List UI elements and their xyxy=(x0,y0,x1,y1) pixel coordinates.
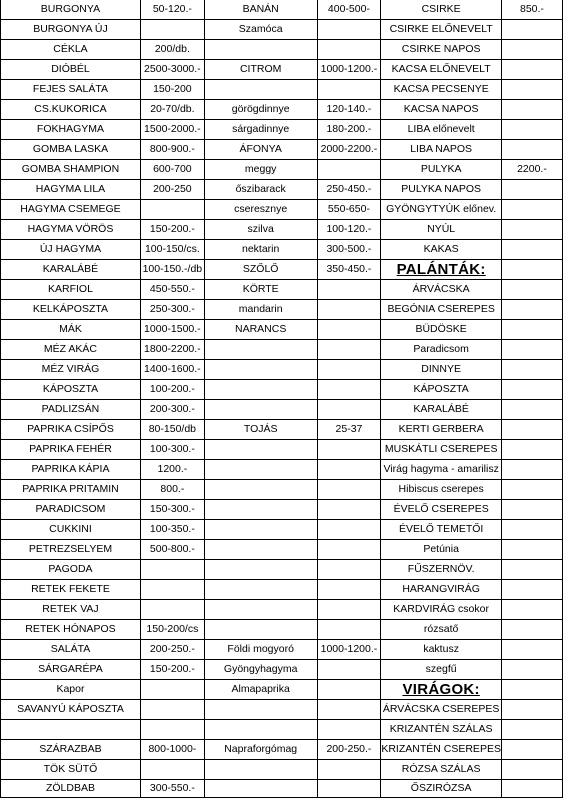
category-item-cell: Hibiscus cserepes xyxy=(381,480,502,500)
item-name-cell: BANÁN xyxy=(204,0,317,20)
category-price-cell xyxy=(501,520,562,540)
product-name-cell: MÉZ AKÁC xyxy=(1,340,141,360)
category-price-cell xyxy=(501,480,562,500)
category-price-cell xyxy=(501,540,562,560)
product-name-cell: ZÖLDBAB xyxy=(1,780,141,798)
category-price-cell xyxy=(501,620,562,640)
category-price-cell xyxy=(501,660,562,680)
category-price-cell xyxy=(501,260,562,280)
product-name-cell: FEJES SALÁTA xyxy=(1,80,141,100)
category-item-cell: kaktusz xyxy=(381,640,502,660)
item-name-cell: Gyöngyhagyma xyxy=(204,660,317,680)
section-heading: PALÁNTÁK: xyxy=(381,260,502,280)
product-price-cell: 250-300.- xyxy=(140,300,204,320)
item-name-cell xyxy=(204,400,317,420)
table-row xyxy=(1,720,563,740)
product-name-cell: CS.KUKORICA xyxy=(1,100,141,120)
item-price-cell: 100-120.- xyxy=(317,220,381,240)
category-price-cell: 2200.- xyxy=(501,160,562,180)
product-name-cell: FOKHAGYMA xyxy=(1,120,141,140)
product-price-cell: 150-200 xyxy=(140,80,204,100)
item-name-cell: Almapaprika xyxy=(204,680,317,700)
product-name-cell: KÁPOSZTA xyxy=(1,380,141,400)
table-row xyxy=(1,560,563,580)
item-price-cell xyxy=(317,400,381,420)
category-item-cell: KACSA NAPOS xyxy=(381,100,502,120)
product-name-cell: PARADICSOM xyxy=(1,500,141,520)
item-price-cell xyxy=(317,500,381,520)
item-price-cell xyxy=(317,780,381,798)
item-name-cell: NARANCS xyxy=(204,320,317,340)
category-price-cell xyxy=(501,740,562,760)
product-price-cell xyxy=(140,680,204,700)
item-price-cell: 1000-1200.- xyxy=(317,640,381,660)
item-price-cell xyxy=(317,620,381,640)
table-row xyxy=(1,400,563,420)
product-name-cell: Kapor xyxy=(1,680,141,700)
item-price-cell xyxy=(317,40,381,60)
item-price-cell: 300-500.- xyxy=(317,240,381,260)
product-name-cell: SÁRGARÉPA xyxy=(1,660,141,680)
category-item-cell: KERTI GERBERA xyxy=(381,420,502,440)
product-price-cell xyxy=(140,20,204,40)
category-price-cell xyxy=(501,400,562,420)
category-price-cell xyxy=(501,460,562,480)
item-name-cell xyxy=(204,520,317,540)
item-price-cell xyxy=(317,520,381,540)
item-name-cell xyxy=(204,620,317,640)
item-name-cell xyxy=(204,380,317,400)
item-name-cell: Földi mogyoró xyxy=(204,640,317,660)
item-name-cell xyxy=(204,600,317,620)
item-price-cell: 200-250.- xyxy=(317,740,381,760)
product-price-cell: 200-250.- xyxy=(140,640,204,660)
item-price-cell: 250-450.- xyxy=(317,180,381,200)
item-name-cell xyxy=(204,540,317,560)
category-price-cell xyxy=(501,560,562,580)
category-item-cell: Paradicsom xyxy=(381,340,502,360)
category-item-cell: ŐSZIRÓZSA xyxy=(381,780,502,798)
item-name-cell: Napraforgómag xyxy=(204,740,317,760)
table-row xyxy=(1,460,563,480)
category-price-cell xyxy=(501,420,562,440)
table-row xyxy=(1,60,563,80)
table-row xyxy=(1,640,563,660)
table-row xyxy=(1,120,563,140)
product-price-cell: 150-200/cs xyxy=(140,620,204,640)
item-name-cell: sárgadinnye xyxy=(204,120,317,140)
item-price-cell xyxy=(317,600,381,620)
table-row xyxy=(1,580,563,600)
table-row xyxy=(1,220,563,240)
item-name-cell xyxy=(204,720,317,740)
category-price-cell xyxy=(501,580,562,600)
table-row xyxy=(1,480,563,500)
category-price-cell xyxy=(501,720,562,740)
item-name-cell xyxy=(204,480,317,500)
category-item-cell: Petúnia xyxy=(381,540,502,560)
product-price-cell xyxy=(140,200,204,220)
product-price-cell: 50-120.- xyxy=(140,0,204,20)
item-name-cell: CITROM xyxy=(204,60,317,80)
table-row xyxy=(1,100,563,120)
table-row xyxy=(1,620,563,640)
category-item-cell: CSIRKE ELŐNEVELT xyxy=(381,20,502,40)
table-row xyxy=(1,740,563,760)
table-row xyxy=(1,200,563,220)
section-heading: VIRÁGOK: xyxy=(381,680,502,700)
item-name-cell: mandarin xyxy=(204,300,317,320)
product-price-cell: 80-150/db xyxy=(140,420,204,440)
item-name-cell: TOJÁS xyxy=(204,420,317,440)
item-name-cell: KÖRTE xyxy=(204,280,317,300)
table-row xyxy=(1,320,563,340)
category-item-cell: PULYKA NAPOS xyxy=(381,180,502,200)
item-name-cell xyxy=(204,340,317,360)
product-price-cell: 800.- xyxy=(140,480,204,500)
product-price-cell: 1800-2200.- xyxy=(140,340,204,360)
product-price-cell xyxy=(140,700,204,720)
category-price-cell: 850.- xyxy=(501,0,562,20)
category-item-cell: rózsatő xyxy=(381,620,502,640)
item-price-cell xyxy=(317,80,381,100)
category-price-cell xyxy=(501,200,562,220)
product-price-cell xyxy=(140,600,204,620)
category-price-cell xyxy=(501,220,562,240)
table-row xyxy=(1,240,563,260)
category-price-cell xyxy=(501,320,562,340)
product-name-cell: HAGYMA VÖRÖS xyxy=(1,220,141,240)
product-name-cell: HAGYMA LILA xyxy=(1,180,141,200)
product-name-cell: PADLIZSÁN xyxy=(1,400,141,420)
category-price-cell xyxy=(501,340,562,360)
product-price-cell xyxy=(140,560,204,580)
table-row xyxy=(1,280,563,300)
item-price-cell xyxy=(317,720,381,740)
product-price-cell: 200/db. xyxy=(140,40,204,60)
item-name-cell xyxy=(204,500,317,520)
category-price-cell xyxy=(501,700,562,720)
product-price-cell: 450-550.- xyxy=(140,280,204,300)
product-price-cell: 150-300.- xyxy=(140,500,204,520)
item-price-cell xyxy=(317,480,381,500)
table-row xyxy=(1,140,563,160)
category-price-cell xyxy=(501,120,562,140)
product-price-cell: 100-200.- xyxy=(140,380,204,400)
category-item-cell: KACSA PECSENYE xyxy=(381,80,502,100)
item-name-cell xyxy=(204,780,317,798)
product-name-cell: PAPRIKA KÁPIA xyxy=(1,460,141,480)
product-name-cell: KELKÁPOSZTA xyxy=(1,300,141,320)
table-row xyxy=(1,420,563,440)
category-item-cell: szegfű xyxy=(381,660,502,680)
category-item-cell: CSIRKE xyxy=(381,0,502,20)
product-name-cell: KARALÁBÉ xyxy=(1,260,141,280)
table-row xyxy=(1,520,563,540)
item-price-cell xyxy=(317,380,381,400)
category-price-cell xyxy=(501,180,562,200)
category-item-cell: KRIZANTÉN SZÁLAS xyxy=(381,720,502,740)
item-price-cell xyxy=(317,320,381,340)
item-name-cell xyxy=(204,440,317,460)
product-name-cell: PAGODA xyxy=(1,560,141,580)
item-price-cell: 180-200.- xyxy=(317,120,381,140)
product-price-cell: 100-150.-/db xyxy=(140,260,204,280)
product-name-cell xyxy=(1,720,141,740)
item-name-cell xyxy=(204,700,317,720)
item-price-cell: 550-650- xyxy=(317,200,381,220)
category-item-cell: MUSKÁTLI CSEREPES xyxy=(381,440,502,460)
item-name-cell: Szamóca xyxy=(204,20,317,40)
category-item-cell: KACSA ELŐNEVELT xyxy=(381,60,502,80)
product-name-cell: TÖK SÜTŐ xyxy=(1,760,141,780)
table-row xyxy=(1,540,563,560)
product-name-cell: PETREZSELYEM xyxy=(1,540,141,560)
category-price-cell xyxy=(501,300,562,320)
category-item-cell: NYÚL xyxy=(381,220,502,240)
category-price-cell xyxy=(501,640,562,660)
category-item-cell: ÁRVÁCSKA CSEREPES xyxy=(381,700,502,720)
item-price-cell xyxy=(317,280,381,300)
category-item-cell: PULYKA xyxy=(381,160,502,180)
product-price-cell: 300-550.- xyxy=(140,780,204,798)
product-name-cell: KARFIOL xyxy=(1,280,141,300)
item-name-cell xyxy=(204,460,317,480)
product-price-cell: 800-1000- xyxy=(140,740,204,760)
item-price-cell xyxy=(317,660,381,680)
product-price-cell xyxy=(140,720,204,740)
product-name-cell: PAPRIKA PRITAMIN xyxy=(1,480,141,500)
product-price-cell: 20-70/db. xyxy=(140,100,204,120)
product-name-cell: RETEK HÓNAPOS xyxy=(1,620,141,640)
item-price-cell: 25-37 xyxy=(317,420,381,440)
category-item-cell: LIBA előnevelt xyxy=(381,120,502,140)
product-price-cell: 1500-2000.- xyxy=(140,120,204,140)
item-price-cell xyxy=(317,340,381,360)
item-price-cell xyxy=(317,20,381,40)
category-item-cell: LIBA NAPOS xyxy=(381,140,502,160)
table-row xyxy=(1,680,563,700)
item-price-cell xyxy=(317,360,381,380)
product-price-cell: 200-300.- xyxy=(140,400,204,420)
category-item-cell: KAKAS xyxy=(381,240,502,260)
item-price-cell xyxy=(317,440,381,460)
category-item-cell: ÉVELŐ TEMETŐI xyxy=(381,520,502,540)
category-price-cell xyxy=(501,60,562,80)
table-row xyxy=(1,700,563,720)
item-name-cell xyxy=(204,580,317,600)
product-name-cell: GOMBA LASKA xyxy=(1,140,141,160)
item-price-cell xyxy=(317,460,381,480)
category-item-cell: KRIZANTÉN CSEREPES xyxy=(381,740,502,760)
product-price-cell: 800-900.- xyxy=(140,140,204,160)
product-price-cell: 150-200.- xyxy=(140,660,204,680)
product-name-cell: SALÁTA xyxy=(1,640,141,660)
category-price-cell xyxy=(501,780,562,798)
item-price-cell xyxy=(317,680,381,700)
item-name-cell xyxy=(204,760,317,780)
item-name-cell xyxy=(204,560,317,580)
item-name-cell xyxy=(204,80,317,100)
item-price-cell: 400-500- xyxy=(317,0,381,20)
product-price-cell xyxy=(140,580,204,600)
category-price-cell xyxy=(501,80,562,100)
table-row xyxy=(1,780,563,798)
table-row xyxy=(1,20,563,40)
product-price-cell: 2500-3000.- xyxy=(140,60,204,80)
category-price-cell xyxy=(501,140,562,160)
category-item-cell: HARANGVIRÁG xyxy=(381,580,502,600)
category-price-cell xyxy=(501,500,562,520)
table-row xyxy=(1,160,563,180)
table-row xyxy=(1,600,563,620)
product-price-cell: 200-250 xyxy=(140,180,204,200)
item-price-cell: 120-140.- xyxy=(317,100,381,120)
table-row xyxy=(1,340,563,360)
item-name-cell: ÁFONYA xyxy=(204,140,317,160)
item-name-cell: görögdinnye xyxy=(204,100,317,120)
category-item-cell: BEGÓNIA CSEREPES xyxy=(381,300,502,320)
item-name-cell: cseresznye xyxy=(204,200,317,220)
product-price-cell: 500-800.- xyxy=(140,540,204,560)
product-price-cell: 1000-1500.- xyxy=(140,320,204,340)
category-item-cell: CSIRKE NAPOS xyxy=(381,40,502,60)
item-price-cell: 2000-2200.- xyxy=(317,140,381,160)
product-name-cell: RETEK VAJ xyxy=(1,600,141,620)
table-row xyxy=(1,260,563,280)
product-price-cell: 100-300.- xyxy=(140,440,204,460)
item-name-cell xyxy=(204,40,317,60)
product-name-cell: SZÁRAZBAB xyxy=(1,740,141,760)
product-name-cell: PAPRIKA FEHÉR xyxy=(1,440,141,460)
item-price-cell xyxy=(317,540,381,560)
category-item-cell: FŰSZERNÖV. xyxy=(381,560,502,580)
category-item-cell: DINNYE xyxy=(381,360,502,380)
table-row xyxy=(1,80,563,100)
product-name-cell: SAVANYÚ KÁPOSZTA xyxy=(1,700,141,720)
item-price-cell xyxy=(317,700,381,720)
product-name-cell: RETEK FEKETE xyxy=(1,580,141,600)
table-row xyxy=(1,380,563,400)
product-price-cell: 1200.- xyxy=(140,460,204,480)
product-name-cell: MÁK xyxy=(1,320,141,340)
product-name-cell: CÉKLA xyxy=(1,40,141,60)
item-price-cell: 1000-1200.- xyxy=(317,60,381,80)
item-name-cell xyxy=(204,360,317,380)
product-name-cell: CUKKINI xyxy=(1,520,141,540)
category-item-cell: BÜDÖSKE xyxy=(381,320,502,340)
category-item-cell: ÉVELŐ CSEREPES xyxy=(381,500,502,520)
category-price-cell xyxy=(501,40,562,60)
category-price-cell xyxy=(501,280,562,300)
item-price-cell xyxy=(317,760,381,780)
table-row xyxy=(1,440,563,460)
table-row xyxy=(1,360,563,380)
product-price-cell: 1400-1600.- xyxy=(140,360,204,380)
category-price-cell xyxy=(501,680,562,700)
category-price-cell xyxy=(501,760,562,780)
table-row xyxy=(1,500,563,520)
category-item-cell: KÁPOSZTA xyxy=(381,380,502,400)
category-price-cell xyxy=(501,240,562,260)
item-price-cell xyxy=(317,580,381,600)
item-name-cell: meggy xyxy=(204,160,317,180)
product-price-cell: 600-700 xyxy=(140,160,204,180)
price-table-body xyxy=(1,0,563,798)
category-item-cell: GYÖNGYTYÚK előnev. xyxy=(381,200,502,220)
product-name-cell: HAGYMA CSEMEGE xyxy=(1,200,141,220)
table-row xyxy=(1,300,563,320)
category-price-cell xyxy=(501,360,562,380)
category-item-cell: Virág hagyma - amarilisz xyxy=(381,460,502,480)
product-name-cell: GOMBA SHAMPION xyxy=(1,160,141,180)
product-price-cell: 150-200.- xyxy=(140,220,204,240)
table-row xyxy=(1,40,563,60)
category-price-cell xyxy=(501,380,562,400)
product-price-cell xyxy=(140,760,204,780)
product-name-cell: DIÓBÉL xyxy=(1,60,141,80)
item-name-cell: szilva xyxy=(204,220,317,240)
product-price-cell: 100-350.- xyxy=(140,520,204,540)
category-item-cell: RÓZSA SZÁLAS xyxy=(381,760,502,780)
product-name-cell: PAPRIKA CSÍPŐS xyxy=(1,420,141,440)
item-price-cell xyxy=(317,560,381,580)
category-price-cell xyxy=(501,600,562,620)
item-name-cell: őszibarack xyxy=(204,180,317,200)
product-name-cell: MÉZ VIRÁG xyxy=(1,360,141,380)
table-row xyxy=(1,0,563,20)
product-price-cell: 100-150/cs. xyxy=(140,240,204,260)
item-name-cell: nektarin xyxy=(204,240,317,260)
category-item-cell: ÁRVÁCSKA xyxy=(381,280,502,300)
product-name-cell: ÚJ HAGYMA xyxy=(1,240,141,260)
product-name-cell: BURGONYA xyxy=(1,0,141,20)
category-item-cell: KARDVIRÁG csokor xyxy=(381,600,502,620)
table-row xyxy=(1,760,563,780)
category-item-cell: KARALÁBÉ xyxy=(381,400,502,420)
item-price-cell: 350-450.- xyxy=(317,260,381,280)
table-row xyxy=(1,180,563,200)
category-price-cell xyxy=(501,20,562,40)
category-price-cell xyxy=(501,100,562,120)
item-name-cell: SZŐLŐ xyxy=(204,260,317,280)
product-name-cell: BURGONYA ÚJ xyxy=(1,20,141,40)
item-price-cell xyxy=(317,300,381,320)
item-price-cell xyxy=(317,160,381,180)
table-row xyxy=(1,660,563,680)
category-price-cell xyxy=(501,440,562,460)
